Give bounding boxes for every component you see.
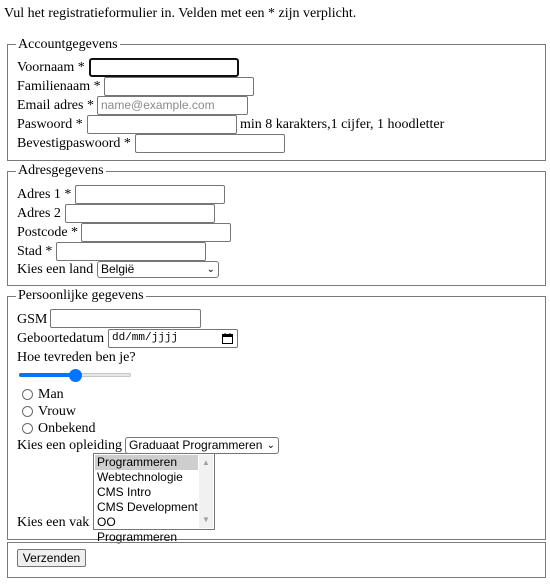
slider-thumb[interactable] <box>69 369 82 382</box>
vak-option-cms-development[interactable]: CMS Development <box>97 500 198 514</box>
bevestig-input[interactable] <box>135 134 285 153</box>
postcode-label: Postcode * <box>17 225 79 240</box>
bevestig-label: Bevestigpaswoord * <box>17 136 131 151</box>
fieldset-submit <box>7 542 546 578</box>
legend-persoonlijk: Persoonlijke gegevens <box>18 288 144 303</box>
calendar-icon[interactable] <box>222 333 233 344</box>
chevron-down-icon: ⌄ <box>266 440 275 451</box>
voornaam-input[interactable] <box>89 58 239 77</box>
land-selected: België <box>101 262 135 276</box>
stad-label: Stad * <box>17 244 53 259</box>
legend-adres: Adresgegevens <box>18 163 104 178</box>
radio-man-label: Man <box>38 387 64 402</box>
adres2-label: Adres 2 <box>17 206 61 221</box>
paswoord-input[interactable] <box>87 115 237 134</box>
chevron-down-icon: ⌄ <box>206 264 215 275</box>
radio-man[interactable] <box>22 389 33 400</box>
radio-onbekend[interactable] <box>22 423 33 434</box>
land-label: Kies een land <box>17 262 94 277</box>
slider-fill <box>19 373 75 377</box>
paswoord-label: Paswoord * <box>17 117 83 132</box>
familienaam-label: Familienaam * <box>17 79 101 94</box>
postcode-input[interactable] <box>81 223 231 242</box>
gsm-input[interactable] <box>50 309 201 328</box>
intro-text: Vul het registratieformulier in. Velden met een * zijn verplicht. <box>4 6 357 21</box>
geboortedatum-label: Geboortedatum <box>17 331 105 346</box>
geboortedatum-input[interactable] <box>108 329 238 348</box>
email-label: Email adres * <box>17 98 94 113</box>
tevreden-label: Hoe tevreden ben je? <box>17 350 136 365</box>
radio-onbekend-label: Onbekend <box>38 421 96 436</box>
land-select[interactable] <box>97 261 219 278</box>
vak-scrollbar[interactable] <box>199 455 213 528</box>
scroll-up-icon[interactable]: ▲ <box>202 458 210 467</box>
familienaam-input[interactable] <box>104 77 254 96</box>
voornaam-label: Voornaam * <box>17 60 85 75</box>
adres1-label: Adres 1 * <box>17 187 72 202</box>
scroll-down-icon[interactable]: ▼ <box>202 515 210 524</box>
vak-option-programmeren[interactable]: Programmeren <box>95 455 198 470</box>
email-input[interactable] <box>97 96 248 115</box>
stad-input[interactable] <box>56 242 206 261</box>
date-placeholder: dd/mm/jjjj <box>112 332 179 344</box>
radio-vrouw[interactable] <box>22 406 33 417</box>
vak-option-webtechnologie[interactable]: Webtechnologie <box>97 470 183 484</box>
radio-vrouw-label: Vrouw <box>38 404 77 419</box>
opleiding-selected: Graduaat Programmeren <box>129 438 263 452</box>
vak-option-oo-programmeren[interactable]: OO Programmeren <box>97 515 178 544</box>
opleiding-label: Kies een opleiding <box>17 438 122 453</box>
email-placeholder: name@example.com <box>101 98 215 112</box>
vak-option-cms-intro[interactable]: CMS Intro <box>97 485 152 499</box>
gsm-label: GSM <box>17 312 48 327</box>
adres2-input[interactable] <box>65 204 215 223</box>
paswoord-hint: min 8 karakters,1 cijfer, 1 hoodletter <box>240 117 445 132</box>
legend-account: Accountgegevens <box>18 37 118 52</box>
opleiding-select[interactable] <box>125 437 279 454</box>
submit-button[interactable]: Verzenden <box>17 549 86 567</box>
vak-listbox[interactable] <box>93 453 215 544</box>
vak-label: Kies een vak <box>17 515 90 530</box>
adres1-input[interactable] <box>75 185 225 204</box>
